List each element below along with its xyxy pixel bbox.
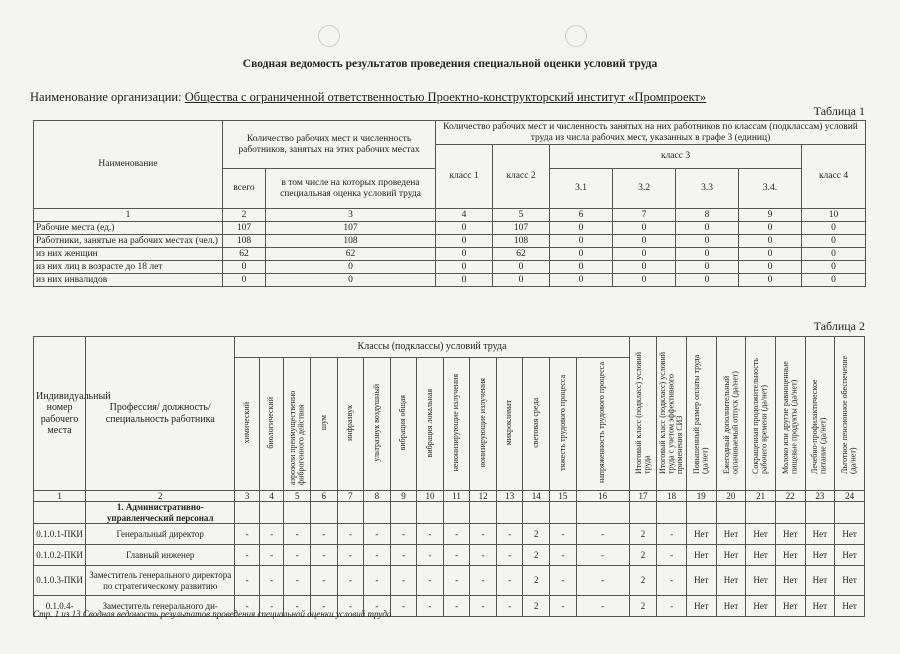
t1-column-number: 3 — [266, 209, 436, 222]
t2-header-id: Индивидуальный номер рабочего места — [34, 337, 86, 491]
profession-name: Заместитель генерального ди- — [86, 596, 235, 617]
table-cell: - — [657, 596, 687, 617]
row-label: Работники, занятые на рабочих местах (чел.) — [34, 235, 223, 248]
table-cell: 0 — [802, 222, 866, 235]
table-cell — [496, 502, 523, 524]
row-label: из них инвалидов — [34, 274, 223, 287]
table-cell: - — [417, 545, 444, 566]
table-cell: - — [470, 596, 497, 617]
t1-header-class4: класс 4 — [802, 145, 866, 209]
table-cell: Нет — [805, 545, 835, 566]
table-cell: 2 — [629, 524, 657, 545]
table-cell: - — [337, 524, 364, 545]
table-cell: - — [284, 566, 311, 596]
table-cell: - — [235, 524, 260, 545]
table-cell: - — [657, 566, 687, 596]
t2-column-number: 9 — [390, 491, 417, 502]
table-cell: - — [284, 545, 311, 566]
table-cell: - — [337, 566, 364, 596]
table-cell: Нет — [746, 524, 776, 545]
table-cell: 0 — [223, 261, 266, 274]
table-row — [34, 261, 866, 274]
table-cell: - — [496, 596, 523, 617]
table-cell: 0 — [676, 261, 739, 274]
table-cell: Нет — [775, 596, 805, 617]
table-cell: 62 — [223, 248, 266, 261]
table-cell — [550, 502, 577, 524]
table-cell: - — [470, 545, 497, 566]
table-cell: - — [443, 566, 470, 596]
table-cell: - — [470, 524, 497, 545]
table-cell: - — [550, 566, 577, 596]
table-cell: Нет — [835, 596, 865, 617]
table-cell: 0 — [436, 222, 493, 235]
t2-header-profession: Профессия/ должность/ специальность работника — [86, 337, 235, 491]
t2-column-number: 23 — [805, 491, 835, 502]
table-cell: Нет — [686, 524, 716, 545]
table-cell: 62 — [266, 248, 436, 261]
table-cell — [576, 502, 629, 524]
t2-column-number: 13 — [496, 491, 523, 502]
table-cell: - — [550, 596, 577, 617]
table-cell: 0 — [802, 235, 866, 248]
workplace-id: 0.1.0.2-ПКИ — [34, 545, 86, 566]
t1-column-number: 6 — [550, 209, 613, 222]
table-cell: - — [576, 566, 629, 596]
table-cell: - — [310, 596, 337, 617]
table-cell — [470, 502, 497, 524]
t2-column-number: 24 — [835, 491, 865, 502]
t1-header-class32: 3.2 — [613, 169, 676, 209]
row-label: из них женщин — [34, 248, 223, 261]
t2-header-factor: световая среда — [523, 358, 550, 491]
t2-header-extra: Лечебно-профилактическое питание (да/нет) — [805, 337, 835, 491]
table-cell: Нет — [805, 524, 835, 545]
t2-column-number: 20 — [716, 491, 746, 502]
t2-column-number: 6 — [310, 491, 337, 502]
t2-header-extra: Итоговый класс (подкласс) условий труда с учетом эффективного применения СИЗ — [657, 337, 687, 491]
table-cell: 0 — [436, 235, 493, 248]
table-cell: - — [364, 545, 391, 566]
table-cell — [835, 502, 865, 524]
t2-header-classes: Классы (подклассы) условий труда — [235, 337, 629, 358]
table-row — [34, 524, 865, 545]
table-cell: - — [337, 545, 364, 566]
t2-column-number: 2 — [86, 491, 235, 502]
table-cell: - — [364, 566, 391, 596]
table-cell: - — [496, 524, 523, 545]
t1-body — [34, 209, 866, 287]
t2-header-factor: химический — [235, 358, 260, 491]
page-footer: Стр. 1 из 13 Сводная ведомость результатов проведения специальной оценки условий труда — [33, 609, 392, 619]
table-cell: - — [364, 596, 391, 617]
table-cell: - — [496, 545, 523, 566]
table-cell: 0 — [802, 248, 866, 261]
t2-column-number: 11 — [443, 491, 470, 502]
table-cell: - — [235, 545, 260, 566]
table-cell: 0 — [802, 274, 866, 287]
table-cell: Нет — [805, 596, 835, 617]
table-cell: - — [443, 596, 470, 617]
table-cell: 0 — [676, 248, 739, 261]
table-cell: - — [284, 524, 311, 545]
table-cell: Нет — [775, 524, 805, 545]
t1-header-count: Количество рабочих мест и численность работников, занятых на этих рабочих местах — [223, 121, 436, 169]
t1-header-class33: 3.3 — [676, 169, 739, 209]
section-row — [34, 502, 865, 524]
table-row — [34, 248, 866, 261]
table-cell: 0 — [613, 222, 676, 235]
table-cell: - — [259, 596, 284, 617]
table-cell: 0 — [436, 261, 493, 274]
table-cell: 0 — [223, 274, 266, 287]
table-cell: 0 — [613, 274, 676, 287]
table-cell: - — [337, 596, 364, 617]
table-cell: - — [550, 545, 577, 566]
table-cell: 2 — [523, 524, 550, 545]
t2-header-extra: Молоко или другие равноценные пищевые продукты (да/нет) — [775, 337, 805, 491]
t2-column-number: 1 — [34, 491, 86, 502]
table-cell: - — [417, 524, 444, 545]
table-cell: Нет — [746, 545, 776, 566]
t2-column-number: 15 — [550, 491, 577, 502]
t2-header-factor: биологический — [259, 358, 284, 491]
t2-column-number: 17 — [629, 491, 657, 502]
t1-header-classes: Количество рабочих мест и численность занятых на них работников по классам (подклассам) условий труда из числа рабочих мест, указанных в графе 3 (единиц) — [436, 121, 866, 145]
table-cell: - — [576, 596, 629, 617]
workplace-id: 0.1.0.1-ПКИ — [34, 524, 86, 545]
t1-column-number: 1 — [34, 209, 223, 222]
t2-header-extra: Сокращенная продолжительность рабочего времени (да/нет) — [746, 337, 776, 491]
table-cell: Нет — [746, 596, 776, 617]
t1-column-number: 10 — [802, 209, 866, 222]
t2-header-factor: аэрозоли преимущественно фиброгенного действия — [284, 358, 311, 491]
table-cell: - — [657, 524, 687, 545]
section-title: 1. Административно-управленческий персонал — [86, 502, 235, 524]
table-cell: - — [310, 545, 337, 566]
table-cell: - — [235, 566, 260, 596]
table-cell: - — [417, 566, 444, 596]
table-cell: 0 — [676, 235, 739, 248]
t2-header-factor: микроклимат — [496, 358, 523, 491]
organization-name: Общества с ограниченной ответственностью Проектно-конструкторский институт «Промпроект» — [184, 90, 707, 104]
t1-header-assessed: в том числе на которых проведена специальная оценка условий труда — [266, 169, 436, 209]
table-cell — [443, 502, 470, 524]
table-cell: 0 — [613, 248, 676, 261]
t2-column-number: 16 — [576, 491, 629, 502]
table1-caption: Таблица 1 — [813, 104, 865, 118]
table-cell: 0 — [550, 248, 613, 261]
organization-line — [30, 90, 706, 105]
t2-column-number: 18 — [657, 491, 687, 502]
table-cell — [259, 502, 284, 524]
t2-column-number: 22 — [775, 491, 805, 502]
t2-header-factor: шум — [310, 358, 337, 491]
t2-column-number: 19 — [686, 491, 716, 502]
table-cell: 2 — [523, 596, 550, 617]
table-cell: - — [496, 566, 523, 596]
table-cell: - — [259, 566, 284, 596]
table-cell: - — [576, 545, 629, 566]
table-cell: Нет — [716, 524, 746, 545]
table-cell: 107 — [266, 222, 436, 235]
t1-header-class1: класс 1 — [436, 145, 493, 209]
table-cell: 0 — [266, 261, 436, 274]
table-cell: 0 — [739, 248, 802, 261]
profession-name: Заместитель генерального директора по стратегическому развитию — [86, 566, 235, 596]
table-cell: - — [470, 566, 497, 596]
t2-column-number: 14 — [523, 491, 550, 502]
table-cell: 2 — [629, 566, 657, 596]
profession-name: Генеральный директор — [86, 524, 235, 545]
t2-column-number: 12 — [470, 491, 497, 502]
table-cell: 107 — [223, 222, 266, 235]
table-cell: - — [364, 524, 391, 545]
table-cell — [657, 502, 687, 524]
table-cell — [235, 502, 260, 524]
table-cell: Нет — [775, 566, 805, 596]
table-cell: - — [259, 524, 284, 545]
table-cell: 2 — [629, 545, 657, 566]
table-cell: Нет — [716, 596, 746, 617]
t1-column-numbers — [34, 209, 866, 222]
table-cell: 0 — [550, 235, 613, 248]
table-cell: 62 — [493, 248, 550, 261]
t2-column-numbers — [34, 491, 865, 502]
table-cell: 0 — [550, 261, 613, 274]
t1-column-number: 2 — [223, 209, 266, 222]
table-cell: Нет — [716, 545, 746, 566]
table-cell: 0 — [550, 222, 613, 235]
t1-header-class34: 3.4. — [739, 169, 802, 209]
t1-header-name: Наименование — [34, 121, 223, 209]
t1-column-number: 4 — [436, 209, 493, 222]
table-cell: 0 — [436, 274, 493, 287]
table-cell: - — [235, 596, 260, 617]
table-cell — [629, 502, 657, 524]
table-cell: - — [390, 545, 417, 566]
table-cell: - — [390, 566, 417, 596]
table-cell: 0 — [739, 235, 802, 248]
t2-header-factor: вибрация локальная — [417, 358, 444, 491]
table-cell: 108 — [223, 235, 266, 248]
t1-header-class31: 3.1 — [550, 169, 613, 209]
table-cell — [805, 502, 835, 524]
punch-hole-left — [318, 25, 340, 47]
table-cell — [390, 502, 417, 524]
table-cell — [523, 502, 550, 524]
table-cell — [746, 502, 776, 524]
t2-body — [34, 491, 865, 617]
table-row — [34, 222, 866, 235]
table-cell: - — [417, 596, 444, 617]
table-cell — [686, 502, 716, 524]
table-cell — [364, 502, 391, 524]
t2-header-factor: инфразвук — [337, 358, 364, 491]
table-cell: Нет — [716, 566, 746, 596]
t2-header-extra: Повышенный размер оплаты труда (да/нет) — [686, 337, 716, 491]
table-cell: Нет — [805, 566, 835, 596]
table-cell: 0 — [802, 261, 866, 274]
table-cell: - — [443, 524, 470, 545]
t1-column-number: 9 — [739, 209, 802, 222]
table-cell: Нет — [686, 596, 716, 617]
t2-header-factor: ультразвук воздушный — [364, 358, 391, 491]
table-cell — [716, 502, 746, 524]
t2-column-number: 21 — [746, 491, 776, 502]
organization-label: Наименование организации: — [30, 90, 182, 104]
table-cell: 2 — [523, 566, 550, 596]
table-cell: 0 — [266, 274, 436, 287]
table-cell: Нет — [835, 545, 865, 566]
t2-header-factor: тяжесть трудового процесса — [550, 358, 577, 491]
table-cell: - — [310, 566, 337, 596]
t1-column-number: 8 — [676, 209, 739, 222]
t2-column-number: 5 — [284, 491, 311, 502]
table-cell: - — [550, 524, 577, 545]
table-cell: 108 — [493, 235, 550, 248]
table-cell — [284, 502, 311, 524]
table-cell: - — [310, 524, 337, 545]
t1-header-class3: класс 3 — [550, 145, 802, 169]
t1-header-class2: класс 2 — [493, 145, 550, 209]
table-row — [34, 545, 865, 566]
table-cell: - — [443, 545, 470, 566]
table-cell: 0 — [436, 248, 493, 261]
t2-column-number: 7 — [337, 491, 364, 502]
t2-header-extra: Итоговый класс (подкласс) условий труда — [629, 337, 657, 491]
table-row — [34, 274, 866, 287]
table-cell: 0 — [550, 274, 613, 287]
table-cell: Нет — [686, 545, 716, 566]
t2-header-factor: напряженность трудового процесса — [576, 358, 629, 491]
table-cell: 0 — [739, 274, 802, 287]
table-cell: 0 — [613, 261, 676, 274]
workplace-id: 0.1.0.3-ПКИ — [34, 566, 86, 596]
table-cell: - — [390, 596, 417, 617]
table-cell: 0 — [739, 222, 802, 235]
t2-column-number: 8 — [364, 491, 391, 502]
table-cell: 107 — [493, 222, 550, 235]
table-cell: Нет — [835, 524, 865, 545]
summary-table — [33, 120, 866, 287]
table-cell: Нет — [835, 566, 865, 596]
table2-caption: Таблица 2 — [813, 319, 865, 333]
table-cell: 0 — [676, 222, 739, 235]
table-cell: Нет — [775, 545, 805, 566]
table-cell: 0 — [739, 261, 802, 274]
table-cell: - — [390, 524, 417, 545]
t2-header-extra: Ежегодный дополнительный оплачиваемый отпуск (да/нет) — [716, 337, 746, 491]
results-table — [33, 336, 865, 617]
punch-hole-right — [565, 25, 587, 47]
table-cell: - — [576, 524, 629, 545]
document-title: Сводная ведомость результатов проведения специальной оценки условий труда — [242, 58, 658, 70]
t1-header-total: всего — [223, 169, 266, 209]
table-cell: Нет — [746, 566, 776, 596]
table-cell: 2 — [523, 545, 550, 566]
workplace-id: 0.1.0.4- — [34, 596, 86, 617]
table-row — [34, 566, 865, 596]
t2-header-factor: ионизирующие излучения — [470, 358, 497, 491]
table-cell: 0 — [676, 274, 739, 287]
t1-column-number: 7 — [613, 209, 676, 222]
table-cell — [417, 502, 444, 524]
row-label: Рабочие места (ед.) — [34, 222, 223, 235]
table-cell: 0 — [613, 235, 676, 248]
table-cell: 0 — [493, 274, 550, 287]
t1-column-number: 5 — [493, 209, 550, 222]
profession-name: Главный инженер — [86, 545, 235, 566]
table-cell — [337, 502, 364, 524]
table-cell: - — [259, 545, 284, 566]
table-cell — [775, 502, 805, 524]
row-label: из них лиц в возрасте до 18 лет — [34, 261, 223, 274]
table-cell: - — [284, 596, 311, 617]
table-cell — [310, 502, 337, 524]
t2-column-number: 4 — [259, 491, 284, 502]
table-cell: Нет — [686, 566, 716, 596]
t2-header-extra: Льготное пенсионное обеспечение (да/нет) — [835, 337, 865, 491]
t2-column-number: 3 — [235, 491, 260, 502]
table-cell: 108 — [266, 235, 436, 248]
table-cell: 2 — [629, 596, 657, 617]
t2-column-number: 10 — [417, 491, 444, 502]
t2-header-factor: неионизирующие излучения — [443, 358, 470, 491]
table-row — [34, 235, 866, 248]
table-cell: 0 — [493, 261, 550, 274]
t2-header-factor: вибрация общая — [390, 358, 417, 491]
table-cell — [34, 502, 86, 524]
table-cell: - — [657, 545, 687, 566]
